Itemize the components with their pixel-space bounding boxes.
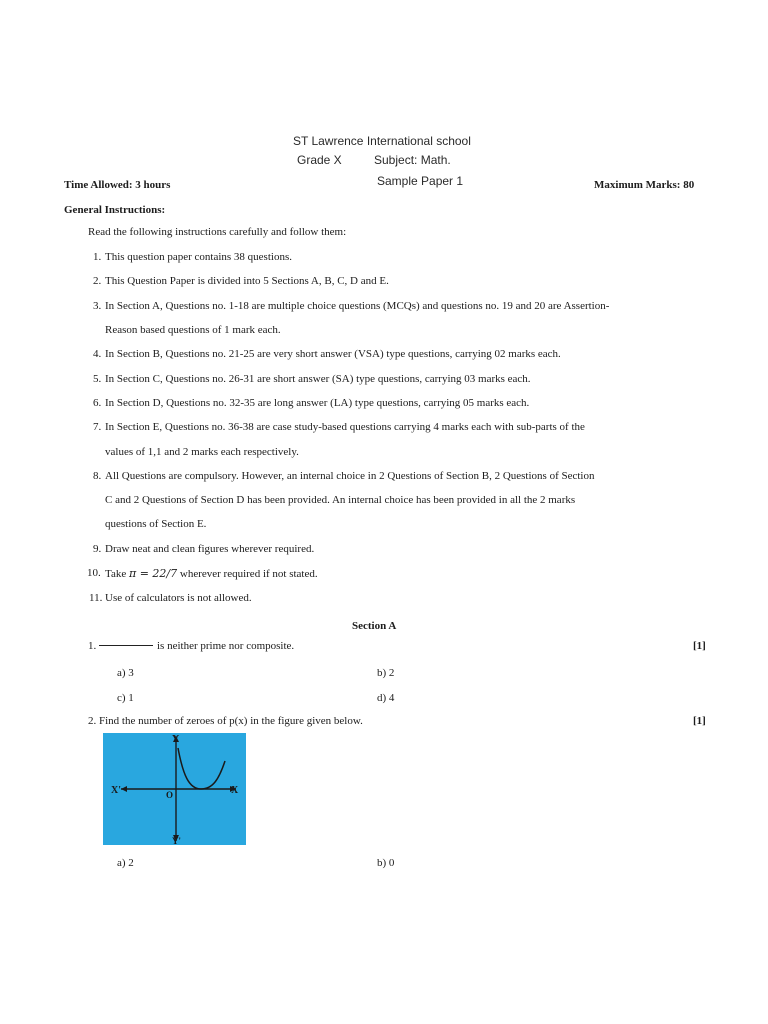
polynomial-graph bbox=[103, 733, 246, 845]
list-item-number: 4. bbox=[93, 348, 102, 360]
list-item-number: 7. bbox=[93, 421, 102, 433]
option-b: b) 2 bbox=[377, 667, 395, 679]
school-name: ST Lawrence International school bbox=[293, 134, 471, 148]
option-d: d) 4 bbox=[377, 692, 395, 704]
list-item: In Section D, Questions no. 32-35 are long answer (LA) type questions, carrying 05 marks each. bbox=[105, 397, 530, 409]
list-item-continuation: questions of Section E. bbox=[105, 518, 207, 530]
list-item-number: 1. bbox=[93, 251, 102, 263]
subject-label: Subject: Math. bbox=[374, 153, 451, 167]
list-item-number: 5. bbox=[93, 373, 102, 385]
x-neg-axis-label: X' bbox=[111, 785, 121, 796]
x-axis-left-arrow bbox=[121, 786, 127, 792]
grade-label: Grade X bbox=[297, 153, 342, 167]
answer-blank bbox=[99, 645, 153, 646]
time-allowed: Time Allowed: 3 hours bbox=[64, 179, 171, 191]
question-marks: [1] bbox=[693, 715, 706, 727]
list-item: In Section C, Questions no. 26-31 are short answer (SA) type questions, carrying 03 marks each. bbox=[105, 373, 531, 385]
list-item-continuation: values of 1,1 and 2 marks each respectively. bbox=[105, 446, 299, 458]
list-item-number: 8. bbox=[93, 470, 102, 482]
list-item-continuation: C and 2 Questions of Section D has been provided. An internal choice has been provided in all the 2 marks bbox=[105, 494, 576, 506]
list-item-number: 3. bbox=[93, 300, 102, 312]
list-item: In Section A, Questions no. 1-18 are multiple choice questions (MCQs) and questions no. 19 and 20 are Assertion- bbox=[105, 300, 610, 312]
question-text bbox=[99, 640, 294, 652]
question-text: Find the number of zeroes of p(x) in the figure given below. bbox=[99, 715, 363, 727]
list-item-number: 9. bbox=[93, 543, 102, 555]
list-item: Draw neat and clean figures wherever required. bbox=[105, 543, 315, 555]
option-a: a) 3 bbox=[117, 667, 134, 679]
option-a: a) 2 bbox=[117, 857, 134, 869]
paper-title: Sample Paper 1 bbox=[377, 174, 464, 188]
list-item: Use of calculators is not allowed. bbox=[105, 592, 252, 604]
list-item-text: wherever required if not stated. bbox=[177, 568, 318, 580]
list-item-number: 11. bbox=[89, 592, 103, 604]
question-stem: is neither prime nor composite. bbox=[157, 640, 295, 652]
list-item: This question paper contains 38 questions. bbox=[105, 251, 292, 263]
list-item: In Section B, Questions no. 21-25 are very short answer (VSA) type questions, carrying 02 marks each. bbox=[105, 348, 561, 360]
list-item-number: 6. bbox=[93, 397, 102, 409]
question-number: 2. bbox=[88, 715, 97, 727]
option-c: c) 1 bbox=[117, 692, 134, 704]
x-axis-label: X bbox=[231, 785, 239, 796]
list-item-number: 2. bbox=[93, 275, 102, 287]
maximum-marks: Maximum Marks: 80 bbox=[594, 179, 695, 191]
question-number: 1. bbox=[88, 640, 97, 652]
instructions-heading: General Instructions: bbox=[64, 204, 166, 216]
list-item bbox=[105, 567, 318, 580]
section-title: Section A bbox=[352, 620, 397, 632]
y-neg-axis-label: Y' bbox=[172, 836, 181, 845]
list-item-number: 10. bbox=[87, 567, 101, 579]
list-item-continuation: Reason based questions of 1 mark each. bbox=[105, 324, 281, 336]
instructions-intro: Read the following instructions carefully and follow them: bbox=[88, 226, 347, 238]
list-item: In Section E, Questions no. 36-38 are case study-based questions carrying 4 marks each with sub-parts of the bbox=[105, 421, 585, 433]
polynomial-curve bbox=[178, 748, 225, 789]
polynomial-graph-figure bbox=[103, 733, 246, 845]
y-axis-label: Y bbox=[172, 734, 180, 745]
list-item-text: Take bbox=[105, 568, 129, 580]
origin-label: O bbox=[166, 790, 174, 800]
question-marks: [1] bbox=[693, 640, 706, 652]
list-item: This Question Paper is divided into 5 Sections A, B, C, D and E. bbox=[105, 275, 389, 287]
pi-fraction-math: π = 22/7 bbox=[128, 567, 178, 580]
option-b: b) 0 bbox=[377, 857, 395, 869]
list-item: All Questions are compulsory. However, an internal choice in 2 Questions of Section B, 2 Questions of Section bbox=[105, 470, 595, 482]
